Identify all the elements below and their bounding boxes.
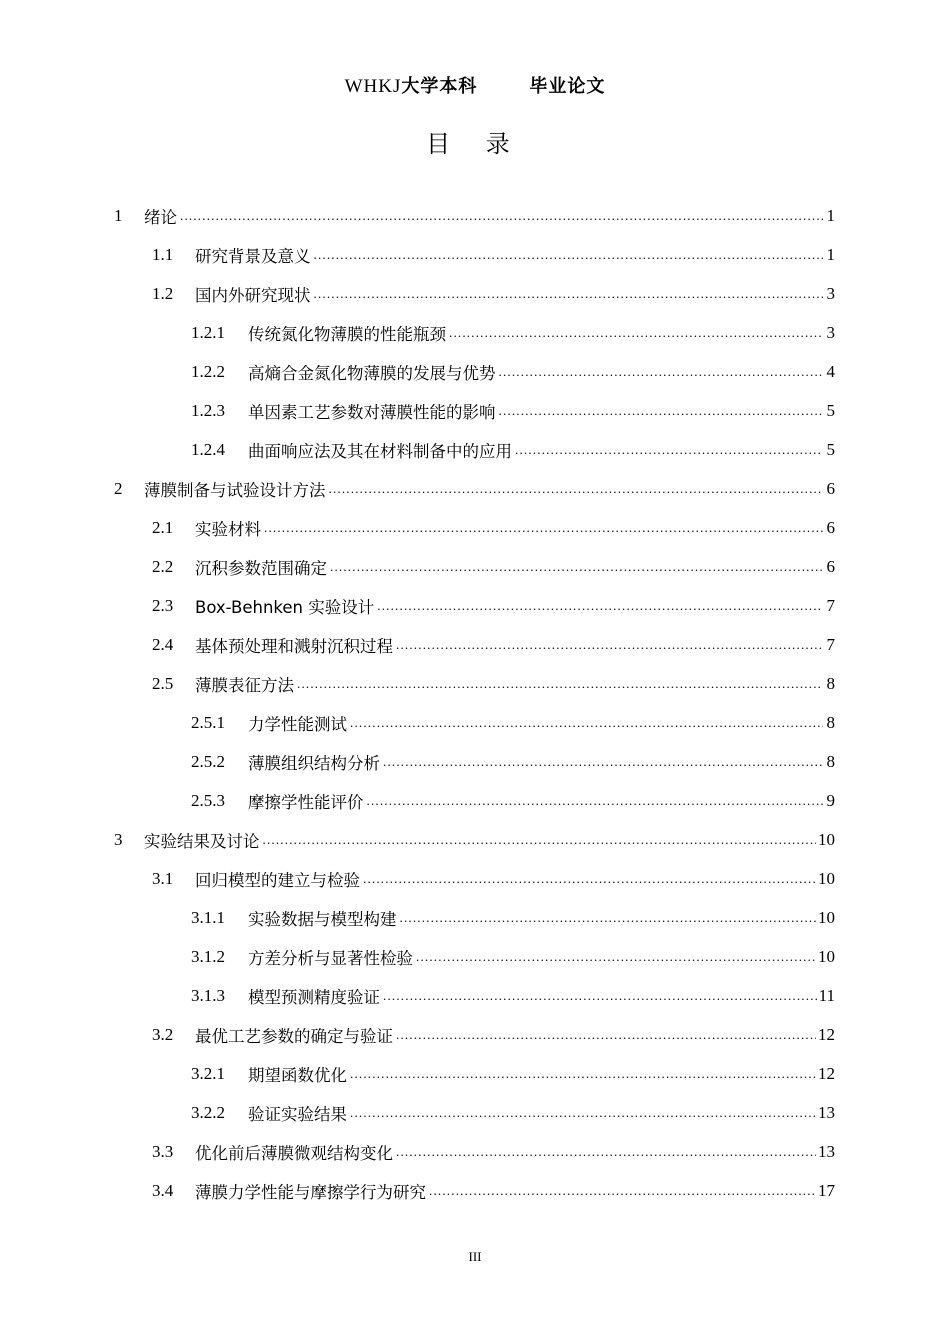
toc-entry-page: 6 <box>826 517 835 537</box>
toc-entry-number: 2.5.1 <box>191 712 225 732</box>
toc-entry[interactable] <box>0 508 950 547</box>
toc-entry-page: 5 <box>826 400 835 420</box>
toc-entry-page: 3 <box>826 322 835 342</box>
header-thesis: 毕业论文 <box>529 76 606 97</box>
table-of-contents <box>0 196 950 1210</box>
toc-entry[interactable] <box>0 664 950 703</box>
toc-leader-dots <box>449 323 823 343</box>
toc-leader-dots <box>297 674 823 694</box>
toc-leader-dots <box>314 245 824 265</box>
toc-leader-dots <box>314 284 824 304</box>
toc-entry-page: 5 <box>826 439 835 459</box>
page-title: 目 录 <box>426 130 524 158</box>
toc-entry[interactable] <box>0 1171 950 1210</box>
toc-entry-label: 回归模型的建立与检验 <box>195 870 360 890</box>
toc-entry[interactable] <box>0 196 950 235</box>
toc-entry-page: 8 <box>826 712 835 732</box>
toc-entry-label: 验证实验结果 <box>248 1104 347 1124</box>
toc-entry-page: 3 <box>826 283 835 303</box>
toc-entry-number: 1.2.3 <box>191 400 225 420</box>
toc-entry-number: 2.4 <box>152 634 174 654</box>
toc-leader-dots <box>499 401 824 421</box>
toc-leader-dots <box>263 830 817 850</box>
toc-entry-label: 力学性能测试 <box>248 714 347 734</box>
toc-entry[interactable] <box>0 898 950 937</box>
toc-leader-dots <box>383 986 817 1006</box>
toc-entry-number: 2.5.2 <box>191 751 225 771</box>
toc-entry[interactable] <box>0 352 950 391</box>
toc-leader-dots <box>330 557 823 577</box>
toc-entry[interactable] <box>0 547 950 586</box>
toc-entry-number: 2.2 <box>152 556 174 576</box>
toc-entry-number: 2 <box>114 478 123 498</box>
toc-entry[interactable] <box>0 274 950 313</box>
toc-entry-label: 最优工艺参数的确定与验证 <box>195 1026 393 1046</box>
toc-entry[interactable] <box>0 430 950 469</box>
toc-entry[interactable] <box>0 586 950 625</box>
toc-entry-page: 13 <box>818 1102 835 1122</box>
toc-entry-label: 期望函数优化 <box>248 1065 347 1085</box>
toc-entry-number: 2.1 <box>152 517 174 537</box>
toc-entry-page: 7 <box>826 595 835 615</box>
toc-entry[interactable] <box>0 391 950 430</box>
toc-entry-label: 高熵合金氮化物薄膜的发展与优势 <box>248 363 496 383</box>
toc-leader-dots <box>264 518 823 538</box>
toc-entry-label: 模型预测精度验证 <box>248 987 380 1007</box>
toc-entry-number: 3.1.1 <box>191 907 225 927</box>
toc-entry-label: 传统氮化物薄膜的性能瓶颈 <box>248 324 446 344</box>
toc-leader-dots <box>329 479 824 499</box>
toc-entry-label: 沉积参数范围确定 <box>195 558 327 578</box>
toc-entry-label: 薄膜表征方法 <box>195 675 294 695</box>
toc-entry[interactable] <box>0 703 950 742</box>
toc-leader-dots <box>396 1142 816 1162</box>
toc-entry-number: 1.1 <box>152 244 174 264</box>
toc-entry-label: 曲面响应法及其在材料制备中的应用 <box>248 441 512 461</box>
toc-entry[interactable] <box>0 469 950 508</box>
toc-entry[interactable] <box>0 1015 950 1054</box>
toc-entry-label: 实验材料 <box>195 519 261 539</box>
toc-entry-page: 6 <box>826 478 835 498</box>
toc-entry-page: 4 <box>826 361 835 381</box>
toc-leader-dots <box>429 1181 816 1201</box>
toc-entry-page: 17 <box>818 1180 835 1200</box>
toc-entry-page: 6 <box>826 556 835 576</box>
toc-entry[interactable] <box>0 313 950 352</box>
toc-leader-dots <box>383 752 823 772</box>
toc-entry-number: 3.2 <box>152 1024 174 1044</box>
toc-entry-label: 实验数据与模型构建 <box>248 909 397 929</box>
toc-entry[interactable] <box>0 1093 950 1132</box>
toc-entry[interactable] <box>0 625 950 664</box>
toc-entry-number: 3 <box>114 829 123 849</box>
toc-entry-label: 方差分析与显著性检验 <box>248 948 413 968</box>
toc-entry-page: 13 <box>818 1141 835 1161</box>
toc-entry-page: 12 <box>818 1063 835 1083</box>
page-number: III <box>468 1249 482 1264</box>
toc-entry-page: 8 <box>826 673 835 693</box>
toc-entry-page: 1 <box>826 205 835 225</box>
toc-entry-number: 1.2.4 <box>191 439 225 459</box>
toc-entry[interactable] <box>0 742 950 781</box>
toc-entry-label: 基体预处理和溅射沉积过程 <box>195 636 393 656</box>
toc-entry-number: 2.3 <box>152 595 174 615</box>
toc-entry[interactable] <box>0 235 950 274</box>
toc-entry-page: 7 <box>826 634 835 654</box>
page-header <box>0 72 950 98</box>
toc-entry-page: 11 <box>818 985 835 1005</box>
toc-entry-label: 研究背景及意义 <box>195 246 311 266</box>
toc-entry-label: 摩擦学性能评价 <box>248 792 364 812</box>
toc-entry[interactable] <box>0 820 950 859</box>
toc-leader-dots <box>396 635 823 655</box>
toc-entry-number: 1.2.2 <box>191 361 225 381</box>
toc-entry-page: 10 <box>818 829 835 849</box>
toc-leader-dots <box>350 713 823 733</box>
toc-entry-number: 3.4 <box>152 1180 174 1200</box>
toc-entry[interactable] <box>0 859 950 898</box>
toc-entry-label: 薄膜力学性能与摩擦学行为研究 <box>195 1182 426 1202</box>
toc-entry-number: 3.3 <box>152 1141 174 1161</box>
toc-entry[interactable] <box>0 1054 950 1093</box>
header-university: 大学本科 <box>401 76 478 97</box>
header-code: WHKJ <box>344 76 402 97</box>
toc-entry-page: 9 <box>826 790 835 810</box>
toc-entry-number: 3.1.2 <box>191 946 225 966</box>
toc-entry-number: 1.2 <box>152 283 174 303</box>
toc-entry[interactable] <box>0 1132 950 1171</box>
toc-leader-dots <box>350 1064 816 1084</box>
toc-entry-label: 薄膜制备与试验设计方法 <box>144 480 326 500</box>
toc-leader-dots <box>416 947 816 967</box>
toc-entry-page: 10 <box>818 868 835 888</box>
toc-entry-label: 实验结果及讨论 <box>144 831 260 851</box>
toc-entry[interactable] <box>0 937 950 976</box>
toc-entry-label: 国内外研究现状 <box>195 285 311 305</box>
toc-entry-label: Box-Behnken 实验设计 <box>195 597 375 617</box>
toc-entry-page: 10 <box>818 946 835 966</box>
toc-entry-page: 1 <box>826 244 835 264</box>
toc-entry-number: 2.5.3 <box>191 790 225 810</box>
toc-entry-number: 2.5 <box>152 673 174 693</box>
toc-leader-dots <box>180 206 823 226</box>
toc-entry-label: 优化前后薄膜微观结构变化 <box>195 1143 393 1163</box>
toc-leader-dots <box>363 869 816 889</box>
toc-entry-number: 1.2.1 <box>191 322 225 342</box>
toc-entry-page: 8 <box>826 751 835 771</box>
toc-entry[interactable] <box>0 976 950 1015</box>
toc-leader-dots <box>499 362 824 382</box>
toc-entry-label: 绪论 <box>144 207 177 227</box>
toc-leader-dots <box>367 791 824 811</box>
toc-entry-number: 3.2.2 <box>191 1102 225 1122</box>
toc-entry[interactable] <box>0 781 950 820</box>
toc-leader-dots <box>377 596 823 616</box>
toc-entry-label: 薄膜组织结构分析 <box>248 753 380 773</box>
toc-leader-dots <box>396 1025 816 1045</box>
toc-entry-page: 10 <box>818 907 835 927</box>
toc-leader-dots <box>515 440 823 460</box>
toc-entry-number: 1 <box>114 205 123 225</box>
toc-entry-number: 3.1.3 <box>191 985 225 1005</box>
toc-leader-dots <box>350 1103 816 1123</box>
toc-entry-number: 3.1 <box>152 868 174 888</box>
toc-leader-dots <box>400 908 817 928</box>
toc-entry-label: 单因素工艺参数对薄膜性能的影响 <box>248 402 496 422</box>
toc-entry-number: 3.2.1 <box>191 1063 225 1083</box>
toc-entry-page: 12 <box>818 1024 835 1044</box>
